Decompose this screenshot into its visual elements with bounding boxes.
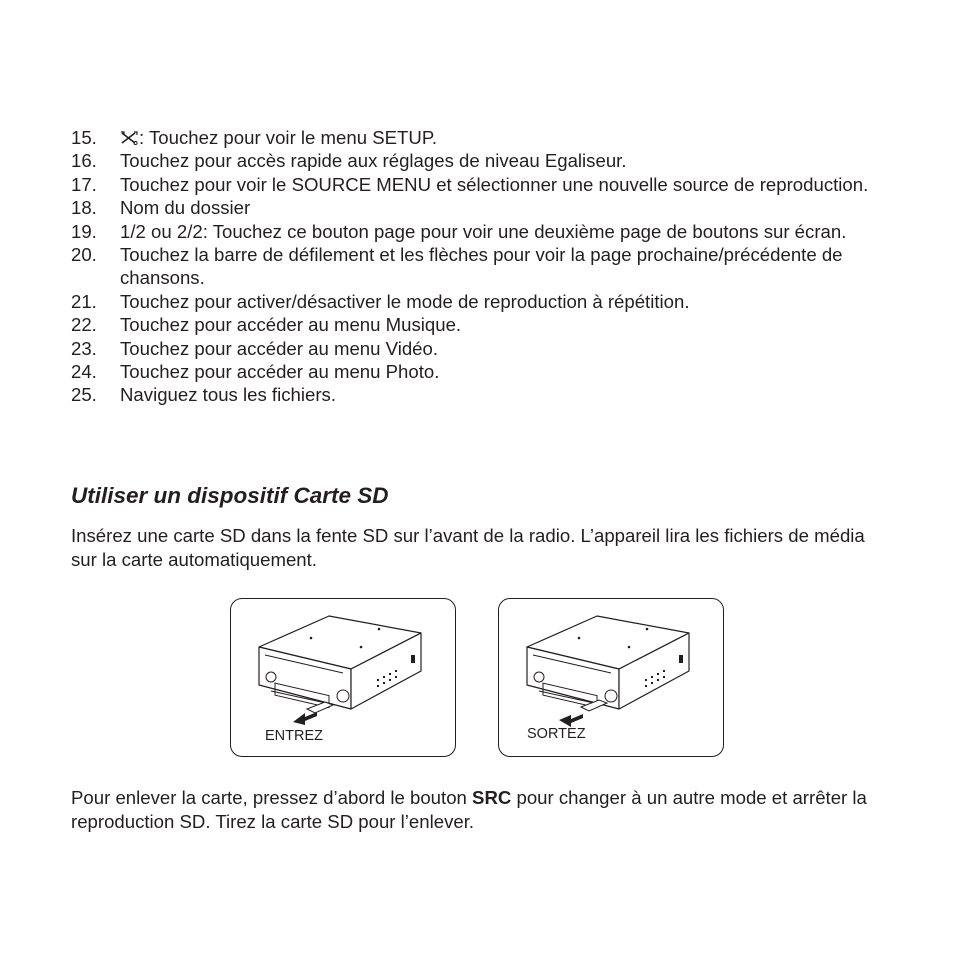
- item-number: 19.: [71, 220, 97, 242]
- item-number: 16.: [71, 150, 97, 172]
- item-text: Nom du dossier: [120, 197, 251, 219]
- closing-text-after: pour changer à un autre mode et arrêter la reproduction SD. Tirez la carte SD pour l’enlever.: [71, 787, 867, 832]
- item-text: Touchez pour accéder au menu Vidéo.: [120, 337, 439, 359]
- item-number: 17.: [71, 173, 97, 195]
- item-number: 23.: [71, 337, 97, 359]
- item-text: 1/2 ou 2/2: Touchez ce bouton page pour voir une deuxième page de boutons sur écran.: [120, 220, 847, 242]
- item-text: Touchez la barre de défilement et les flèches pour voir la page prochaine/précédente de chansons.: [120, 244, 843, 289]
- remove-card-figure: [498, 598, 724, 757]
- item-number: 21.: [71, 290, 97, 312]
- closing-text-before: Pour enlever la carte, pressez d’abord le bouton: [71, 787, 473, 808]
- item-number: 18.: [71, 197, 97, 219]
- list-item: [71, 313, 871, 336]
- item-text: : Touchez pour voir le menu SETUP.: [139, 127, 437, 148]
- list-item: [71, 290, 871, 313]
- section-heading: Utiliser un dispositif Carte SD: [71, 483, 389, 508]
- tools-icon: [120, 131, 138, 145]
- item-text: Touchez pour voir le SOURCE MENU et sélectionner une nouvelle source de reproduction.: [120, 173, 869, 195]
- list-item: [71, 173, 871, 196]
- item-number: 15.: [71, 127, 97, 148]
- list-item: [71, 337, 871, 360]
- item-text: Naviguez tous les fichiers.: [120, 384, 336, 406]
- intro-paragraph: Insérez une carte SD dans la fente SD sur l’avant de la radio. L’appareil lira les fichiers de média sur la carte automatiquement.: [71, 525, 865, 570]
- list-item: [71, 383, 871, 406]
- list-item: [71, 126, 871, 149]
- instruction-list: [71, 126, 871, 407]
- item-number: 22.: [71, 314, 97, 336]
- list-item: [71, 360, 871, 383]
- src-button-name: SRC: [472, 787, 512, 808]
- list-item: [71, 149, 871, 172]
- item-number: 20.: [71, 244, 97, 266]
- list-item: [71, 220, 871, 243]
- item-text: Touchez pour accéder au menu Musique.: [120, 314, 462, 336]
- item-text: Touchez pour accès rapide aux réglages de niveau Egaliseur.: [120, 150, 627, 172]
- item-text: Touchez pour activer/désactiver le mode de reproduction à répétition.: [120, 290, 690, 312]
- item-number: 24.: [71, 361, 97, 383]
- item-number: 25.: [71, 384, 97, 406]
- insert-label: ENTREZ: [265, 728, 323, 744]
- remove-label: SORTEZ: [527, 726, 586, 742]
- closing-paragraph: [71, 786, 881, 834]
- list-item: [71, 243, 871, 290]
- item-text: Touchez pour accéder au menu Photo.: [120, 361, 440, 383]
- list-item: [71, 196, 871, 219]
- insert-card-figure: [230, 598, 456, 757]
